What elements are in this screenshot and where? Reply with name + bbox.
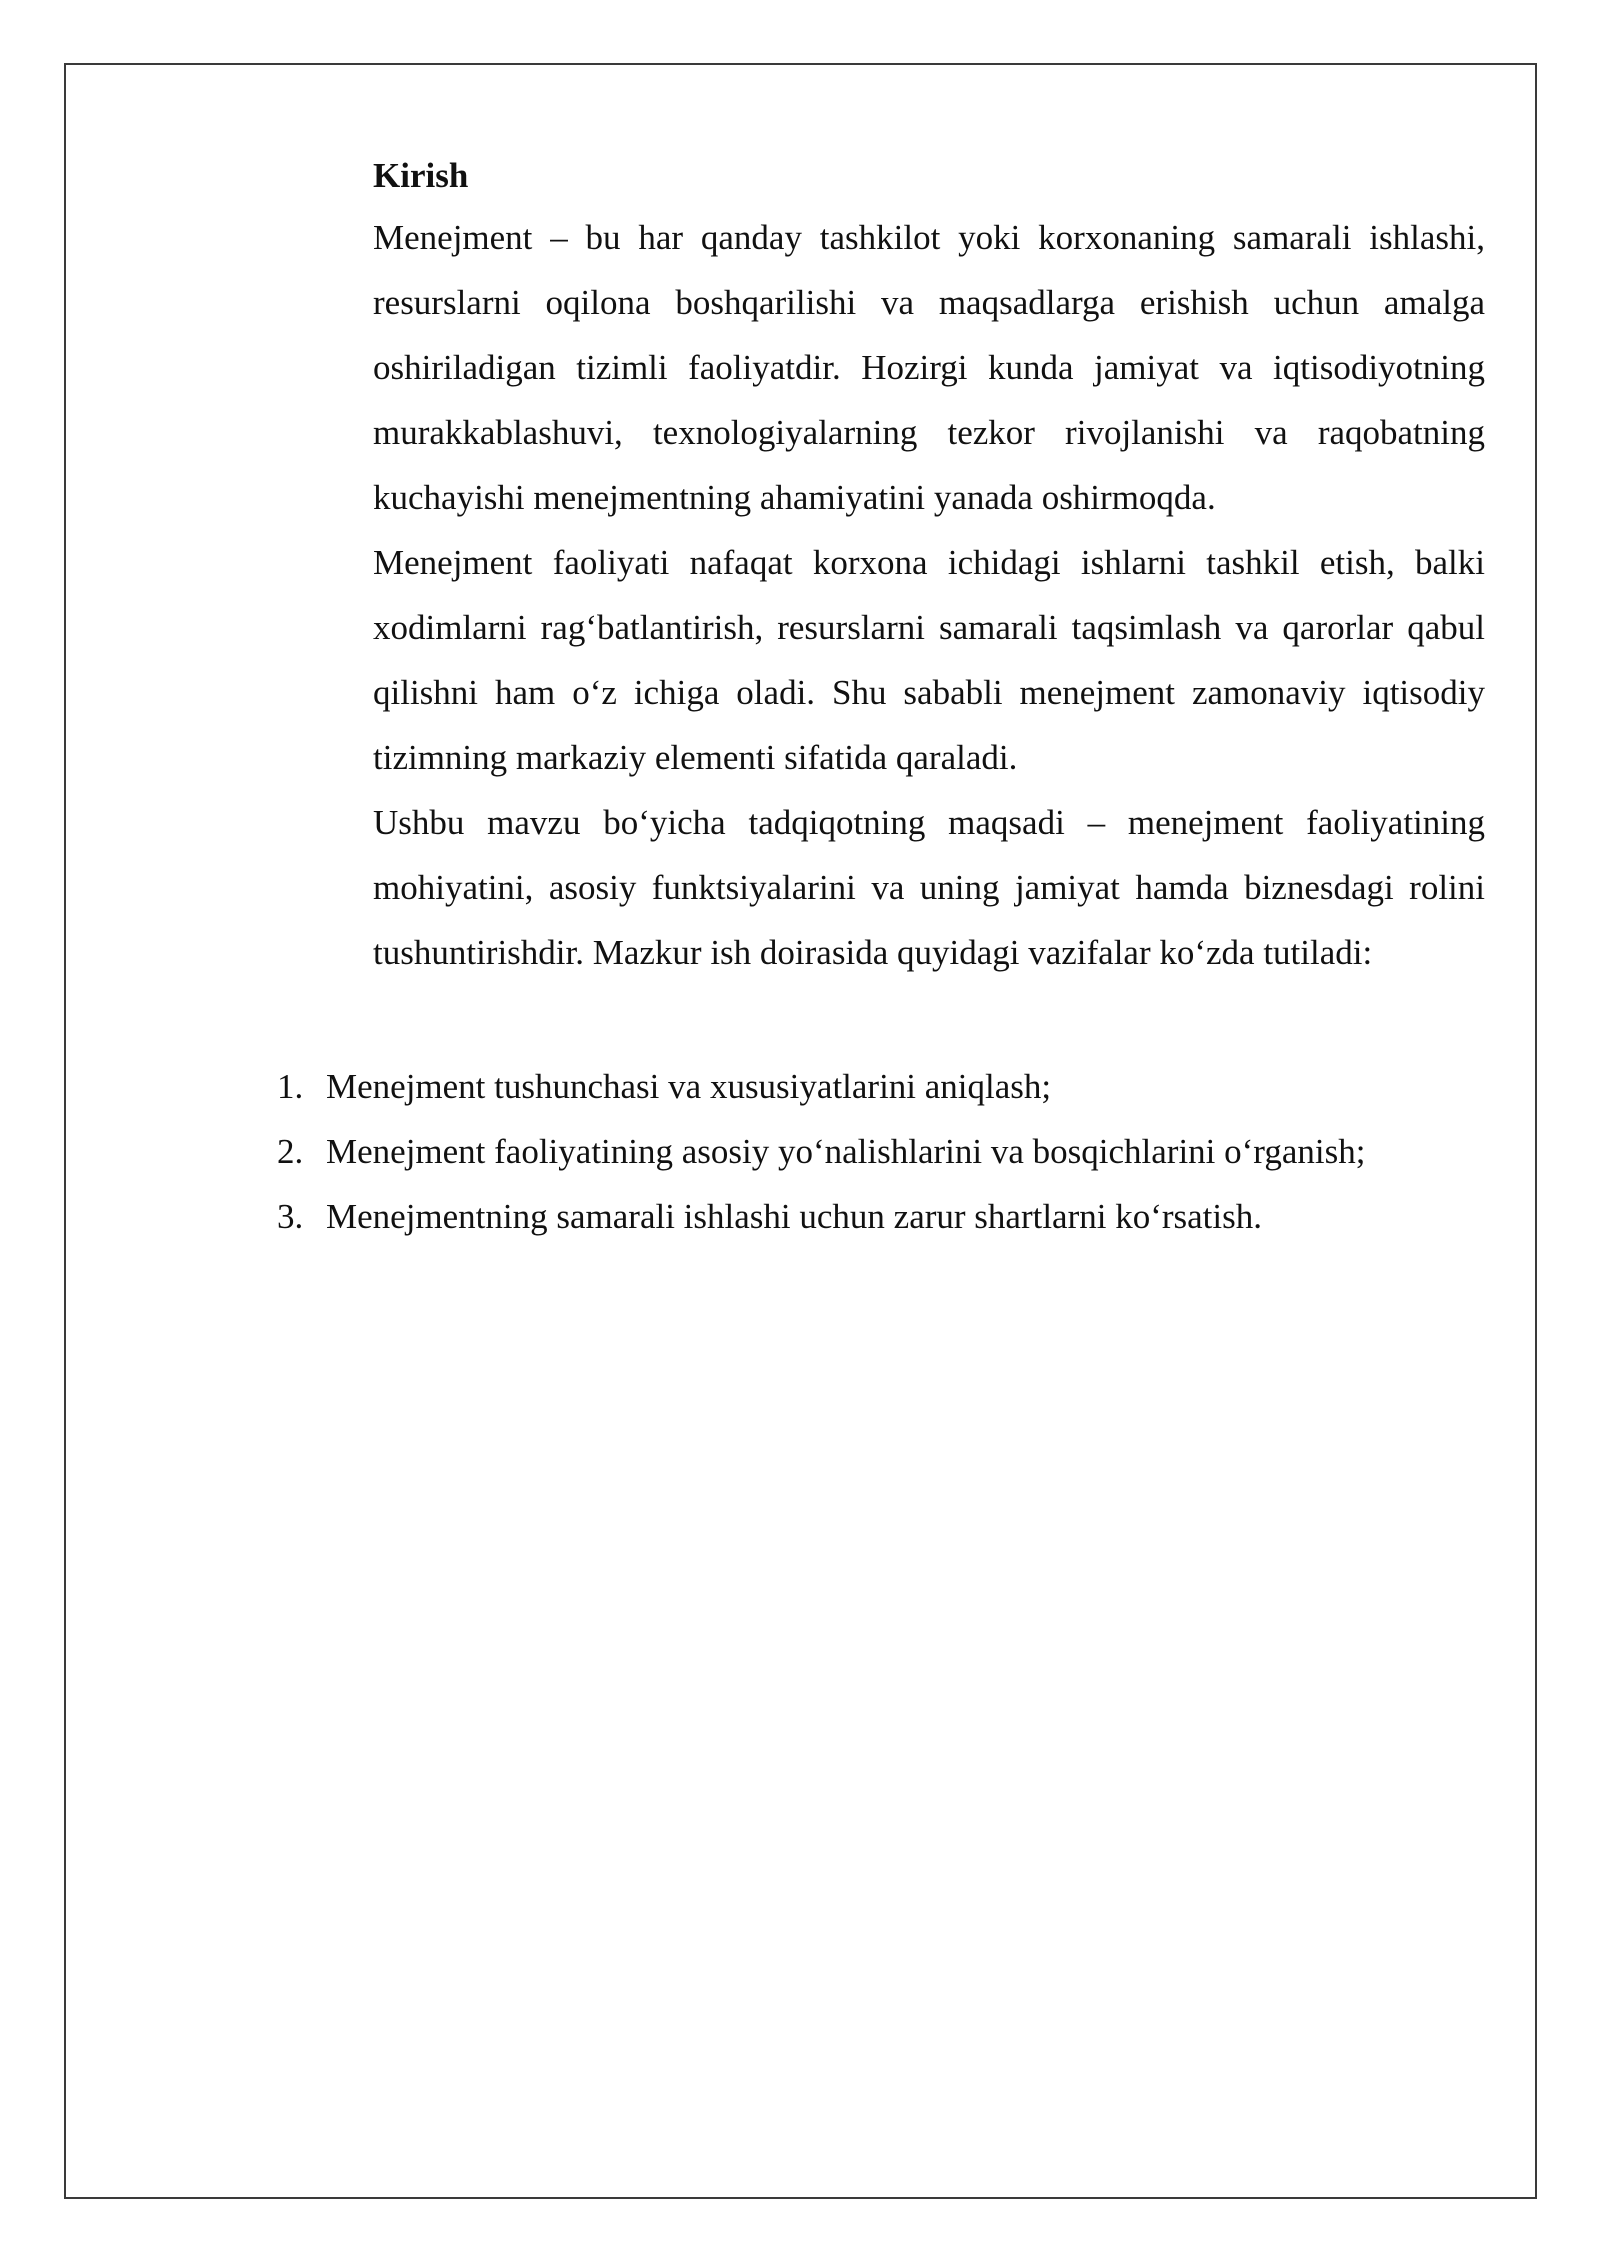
list-item-number: 3. <box>277 1197 304 1236</box>
list-item-text: Menejment faoliyatining asosiy yo‘nalishlarini va bosqichlarini o‘rganish; <box>326 1132 1366 1171</box>
list-item <box>277 1119 1485 1184</box>
task-list <box>277 1054 1485 1249</box>
list-item-text: Menejmentning samarali ishlashi uchun zarur shartlarni ko‘rsatish. <box>326 1197 1262 1236</box>
section-heading: Kirish <box>373 156 469 195</box>
list-item-number: 1. <box>277 1067 304 1106</box>
list-item <box>277 1054 1485 1119</box>
paragraph-intro: Menejment – bu har qanday tashkilot yoki korxonaning samarali ishlashi, resurslarni oqilona boshqarilishi va maqsadlarga erishish uchun amalga oshiriladigan tizimli faoliyatdir. Hozirgi kunda jamiyat va iqtisodiyotning murakkablashuvi, texnologiyalarning tezkor rivojlanishi va raqobatning kuchayishi menejmentning ahamiyatini yanada oshirmoqda. <box>373 218 1485 517</box>
list-item <box>277 1184 1485 1249</box>
list-item-text: Menejment tushunchasi va xususiyatlarini aniqlash; <box>326 1067 1052 1106</box>
document-body <box>373 147 1485 985</box>
paragraph-activities: Menejment faoliyati nafaqat korxona ichidagi ishlarni tashkil etish, balki xodimlarni rag‘batlantirish, resurslarni samarali taqsimlash va qarorlar qabul qilishni ham o‘z ichiga oladi. Shu sababli menejment zamonaviy iqtisodiy tizimning markaziy elementi sifatida qaraladi. <box>373 543 1485 777</box>
paragraph-purpose: Ushbu mavzu bo‘yicha tadqiqotning maqsadi – menejment faoliyatining mohiyatini, asosiy funktsiyalarini va uning jamiyat hamda biznesdagi rolini tushuntirishdir. Mazkur ish doirasida quyidagi vazifalar ko‘zda tutiladi: <box>373 803 1485 972</box>
list-item-number: 2. <box>277 1132 304 1171</box>
